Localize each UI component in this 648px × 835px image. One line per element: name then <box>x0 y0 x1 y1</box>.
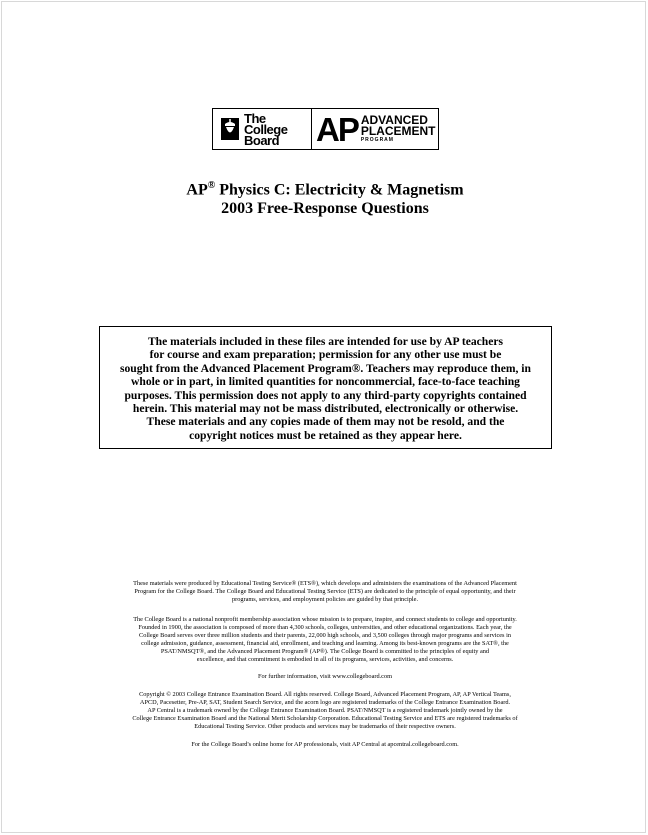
college-board-paragraph <box>102 616 548 663</box>
fine-line: College Entrance Examination Board and the National Merit Scholarship Corporation. Educational Testing Service and ETS are registered trademarks of <box>132 714 518 722</box>
fine-line: Founded in 1900, the association is composed of more than 4,300 schools, colleges, universities, and other educational organizations. Each year, the <box>138 623 512 631</box>
title-registered-mark: ® <box>207 180 216 191</box>
ap-logo-line: PLACEMENT <box>360 124 436 138</box>
ap-logo-program: PROGRAM <box>360 137 394 143</box>
notice-line: copyright notices must be retained as they appear here. <box>189 428 462 442</box>
notice-line: These materials and any copies made of them may not be resold, and the <box>146 415 505 429</box>
fine-line: APCD, Pacesetter, Pre-AP, SAT, Student Search Service, and the acorn logo are registered trademarks of the College Entrance Examination Board. <box>139 698 511 706</box>
fine-line: Copyright © 2003 College Entrance Examination Board. All rights reserved. College Board, Advanced Placement Program, AP, AP Vertical Teams, <box>139 691 511 698</box>
fine-line: College Board serves over three million students and their parents, 22,000 high schools, and 3,500 colleges through major programs and services in <box>139 631 511 639</box>
fine-line: excellence, and that commitment is embodied in all of its programs, services, activities, and concerns. <box>196 655 454 663</box>
document-title <box>2 180 648 199</box>
fine-line: Educational Testing Service. Other products and services may be trademarks of their respective owners. <box>194 722 456 730</box>
fine-line: These materials were produced by Educational Testing Service® (ETS®), which develops and administers the examinations of the Advanced Placement <box>133 580 517 587</box>
further-info-line: For further information, visit www.collegeboard.com <box>257 673 393 680</box>
notice-line: whole or in part, in limited quantities for noncommercial, face-to-face teaching <box>131 375 520 389</box>
notice-line: purposes. This permission does not apply to any third-party copyrights contained <box>124 388 527 402</box>
ap-mark: AP <box>316 110 358 148</box>
ap-logo <box>312 109 436 149</box>
ap-logo-line: ADVANCED <box>360 113 428 127</box>
college-board-logo <box>213 109 311 149</box>
notice-line: herein. This material may not be mass distributed, electronically or otherwise. <box>132 402 519 416</box>
college-board-line: The <box>244 110 266 126</box>
logo-banner <box>212 108 439 150</box>
acorn-icon <box>219 116 241 142</box>
fine-line: programs, services, and employment policies are guided by that principle. <box>231 595 419 603</box>
title-prefix: AP <box>186 181 208 199</box>
title-rest: Physics C: Electricity & Magnetism <box>215 181 464 199</box>
fine-line: college admission, guidance, assessment, financial aid, enrollment, and teaching and learning. Among its best-known programs are the SAT®, the <box>141 639 509 647</box>
notice-line: for course and exam preparation; permission for any other use must be <box>149 348 502 362</box>
ets-paragraph <box>102 580 548 604</box>
fine-line: Program for the College Board. The College Board and Educational Testing Service (ETS) are dedicated to the principle of equal opportunity, and their <box>134 587 516 595</box>
notice-line: The materials included in these files are intended for use by AP teachers <box>147 335 504 348</box>
fine-line: PSAT/NMSQT®, and the Advanced Placement Program® (AP®). The College Board is committed to the principles of equity and <box>160 647 490 655</box>
document-subtitle: 2003 Free-Response Questions <box>221 200 429 217</box>
usage-notice-box <box>99 326 552 449</box>
document-page <box>1 1 646 833</box>
ap-central-line: For the College Board's online home for AP professionals, visit AP Central at apcentral.collegeboard.com. <box>191 741 459 748</box>
fine-line: AP Central is a trademark owned by the College Entrance Examination Board. PSAT/NMSQT is a registered trademark jointly owned by the <box>147 706 503 714</box>
copyright-paragraph <box>102 691 548 731</box>
college-board-line: Board <box>244 132 280 148</box>
notice-line: sought from the Advanced Placement Program®. Teachers may reproduce them, in <box>120 361 531 375</box>
fine-line: The College Board is a national nonprofit membership association whose mission is to prepare, inspire, and connect students to college and opportunity. <box>133 616 517 623</box>
college-board-line: College <box>244 121 288 137</box>
